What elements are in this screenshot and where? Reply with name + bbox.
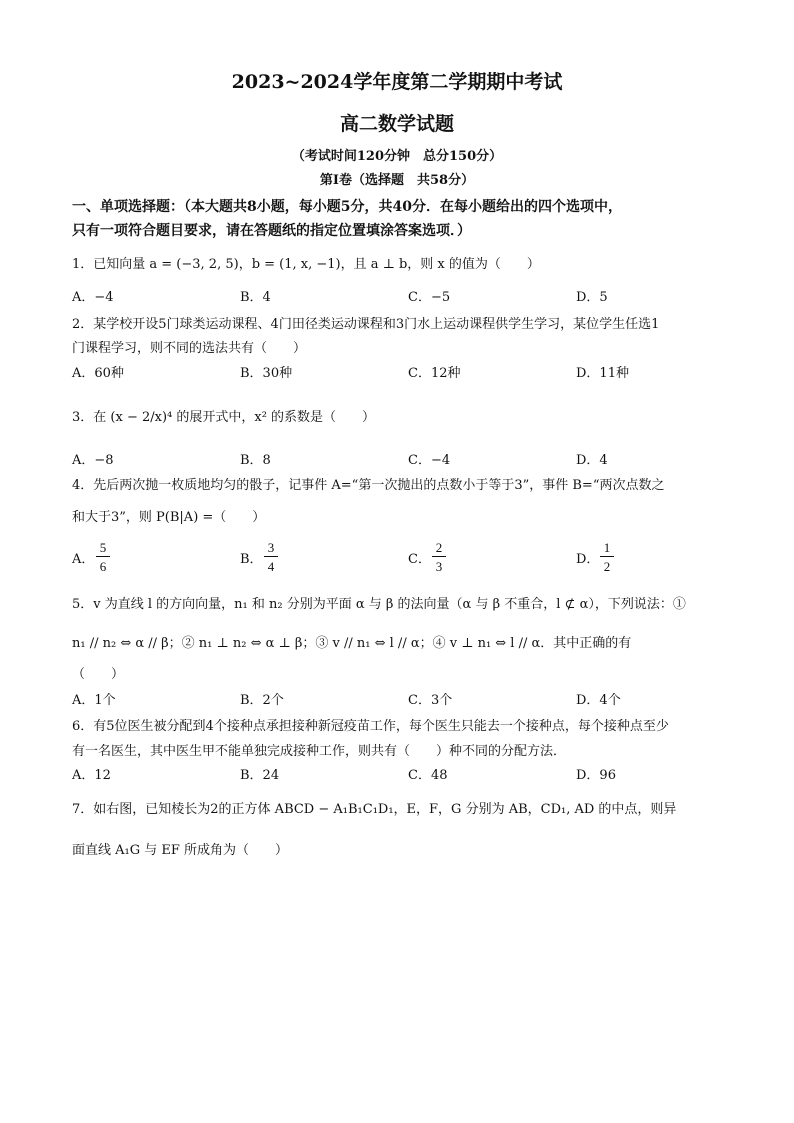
question-1-option-d: D．5	[576, 290, 608, 305]
question-3-option-b: B．8	[240, 453, 271, 468]
fraction-numerator: 3	[267, 540, 275, 555]
question-4-line2: 和大于3”，则 P(B|A) =（ ）	[72, 510, 266, 525]
question-2-line2: 门课程学习，则不同的选法共有（ ）	[72, 341, 307, 356]
question-6-option-b: B．24	[240, 768, 280, 783]
question-4-option-d-label: D．	[576, 552, 600, 567]
question-7-line1: 7．如右图，已知棱长为2的正方体 ABCD − A₁B₁C₁D₁，E，F，G 分别为 AB，CD₁, AD 的中点，则异	[72, 802, 677, 817]
question-4-option-a-label: A．	[72, 552, 95, 567]
question-4-option-b-fraction	[264, 541, 278, 573]
question-4-line1: 4．先后两次抛一枚质地均匀的骰子，记事件 A=“第一次抛出的点数小于等于3”，事件 B=“两次点数之	[72, 478, 665, 493]
question-5-option-d: D．4个	[576, 693, 621, 708]
question-6-line1: 6．有5位医生被分配到4个接种点承担接种新冠疫苗工作，每个医生只能去一个接种点，每个接种点至少	[72, 719, 669, 734]
question-2-option-c: C．12种	[408, 366, 461, 381]
question-4-option-a-fraction	[96, 541, 110, 573]
question-3-option-a: A．−8	[72, 453, 114, 468]
question-3-option-d: D．4	[576, 453, 608, 468]
question-4-option-d-fraction	[600, 541, 614, 573]
question-5-option-b: B．2个	[240, 693, 284, 708]
fraction-numerator: 5	[99, 540, 107, 555]
exam-title: 2023~2024学年度第二学期期中考试	[231, 71, 563, 93]
question-5-option-a: A．1个	[72, 693, 116, 708]
question-1-option-a: A．−4	[72, 290, 114, 305]
question-5-line3: （ ）	[72, 667, 125, 682]
fraction-denominator: 3	[435, 559, 443, 574]
exam-info: （考试时间120分钟 总分150分）	[291, 149, 503, 164]
question-4-option-c-label: C．	[408, 552, 431, 567]
question-3-option-c: C．−4	[408, 453, 451, 468]
question-2-option-b: B．30种	[240, 366, 293, 381]
volume-heading: 第Ⅰ卷（选择题 共58分）	[319, 173, 475, 188]
question-1-stem: 1．已知向量 a = (−3, 2, 5)，b = (1, x, −1)，且 a ⊥ b，则 x 的值为（ ）	[72, 257, 540, 272]
section-instruction-line1: 一、单项选择题：（本大题共8小题，每小题5分，共40分．在每小题给出的四个选项中，	[72, 199, 622, 215]
fraction-numerator: 2	[435, 540, 443, 555]
exam-subtitle: 高二数学试题	[339, 113, 454, 135]
question-4-option-b-label: B．	[240, 552, 263, 567]
fraction-denominator: 2	[603, 559, 611, 574]
question-1-option-b: B．4	[240, 290, 271, 305]
section-instruction-line2: 只有一项符合题目要求，请在答题纸的指定位置填涂答案选项．）	[72, 223, 471, 239]
question-2-option-a: A．60种	[72, 366, 124, 381]
question-6-option-a: A．12	[72, 768, 111, 783]
fraction-numerator: 1	[603, 540, 611, 555]
question-3-stem: 3．在 (x − 2/x)⁴ 的展开式中，x² 的系数是（ ）	[72, 410, 376, 425]
question-2-line1: 2．某学校开设5门球类运动课程、4门田径类运动课程和3门水上运动课程供学生学习，某位学生任选1	[72, 317, 660, 332]
question-4-option-c-fraction	[432, 541, 446, 573]
question-5-line1: 5．v 为直线 l 的方向向量，n₁ 和 n₂ 分别为平面 α 与 β 的法向量（α 与 β 不重合，l ⊄ α），下列说法：①	[72, 597, 686, 612]
question-2-option-d: D．11种	[576, 366, 629, 381]
question-1-option-c: C．−5	[408, 290, 451, 305]
fraction-denominator: 6	[99, 559, 107, 574]
question-5-option-c: C．3个	[408, 693, 453, 708]
question-7-line2: 面直线 A₁G 与 EF 所成角为（ ）	[72, 843, 289, 858]
question-5-line2: n₁ // n₂ ⇔ α // β；② n₁ ⊥ n₂ ⇔ α ⊥ β；③ v // n₁ ⇔ l // α；④ v ⊥ n₁ ⇔ l // α．其中正确的有	[72, 636, 632, 651]
question-6-option-d: D．96	[576, 768, 616, 783]
question-6-line2: 有一名医生，其中医生甲不能单独完成接种工作，则共有（ ）种不同的分配方法．	[72, 744, 567, 759]
fraction-denominator: 4	[267, 559, 275, 574]
question-6-option-c: C．48	[408, 768, 448, 783]
